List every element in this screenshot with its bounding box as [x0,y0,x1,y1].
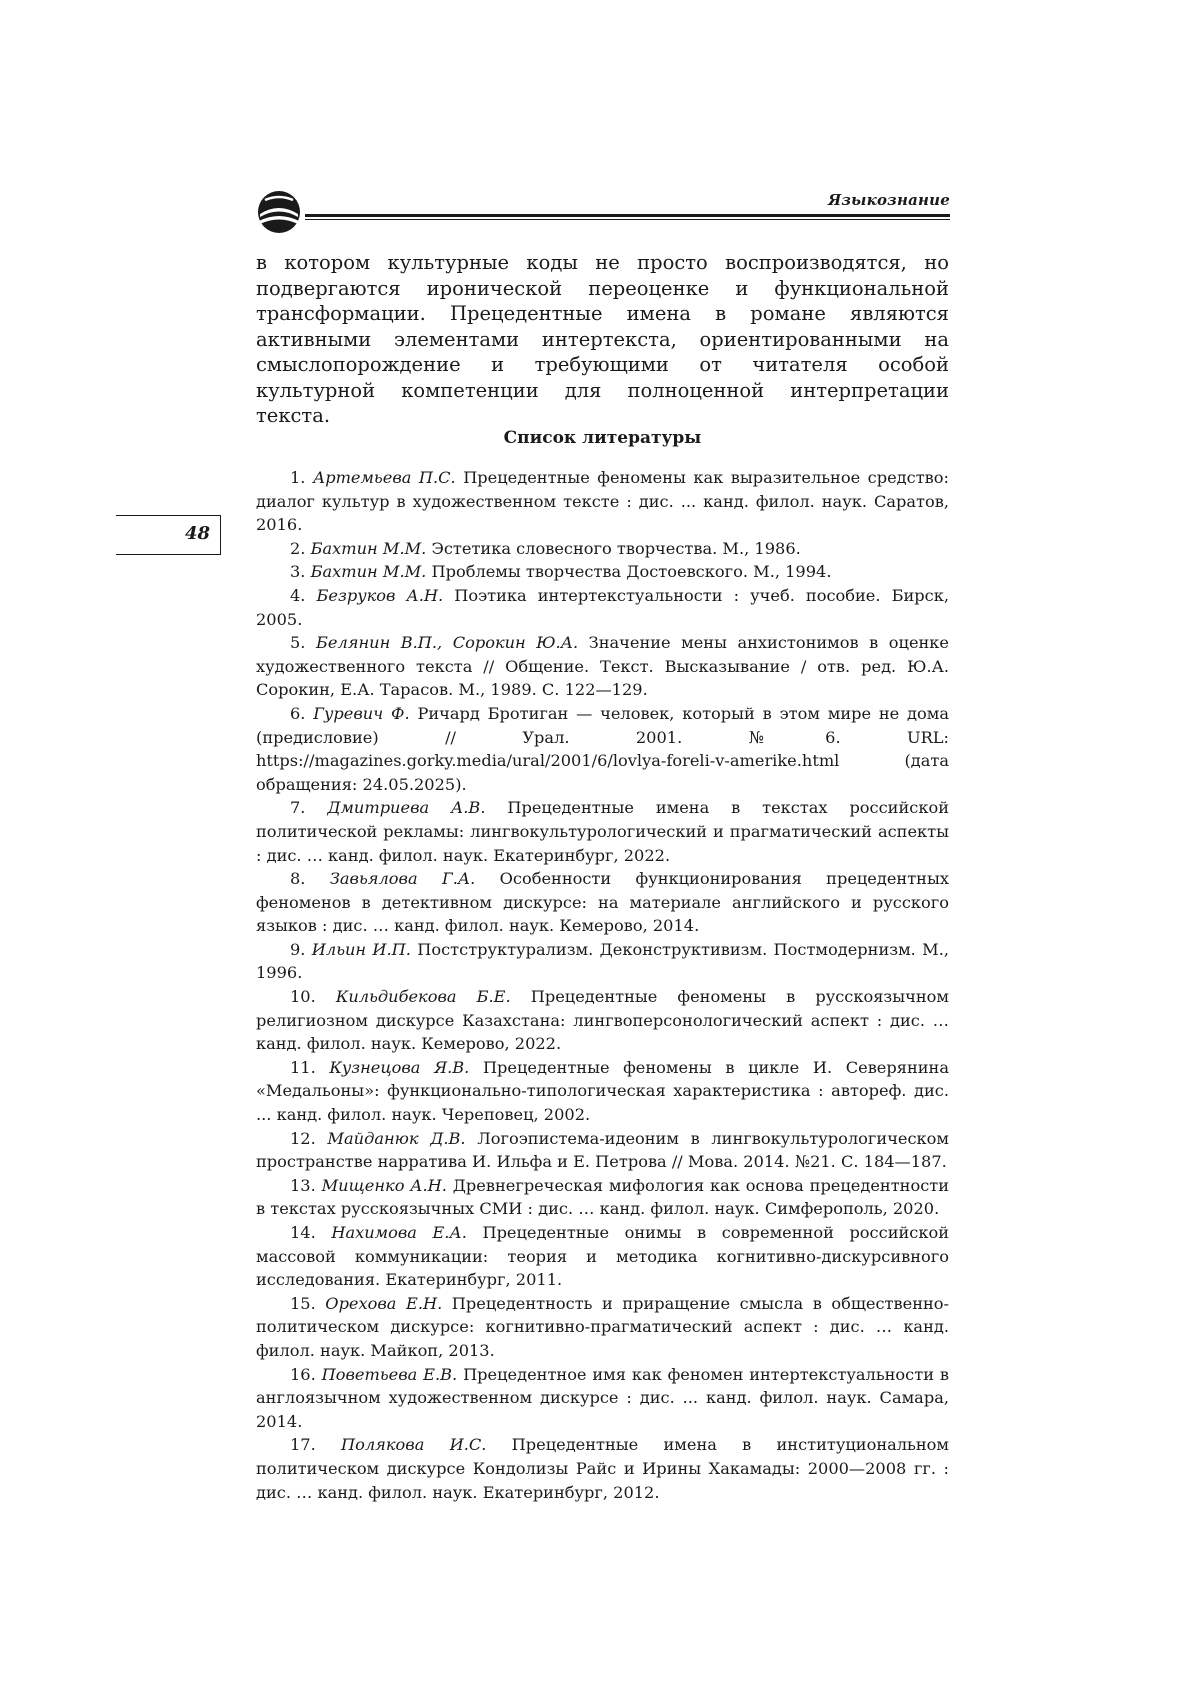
journal-logo-icon [255,188,303,236]
reference-item: 16. Поветьева Е.В. Прецедентное имя как феномен интертекстуальности в англоязычном художественном дискурсе : дис. ... канд. филол. наук. Самара, 2014. [256,1364,949,1431]
reference-item: 2. Бахтин М.М. Эстетика словесного творчества. М., 1986. [290,538,801,558]
reference-item: 12. Майданюк Д.В. Логоэпистема-идеоним в лингвокультурологическом пространстве нарратива И. Ильфа и Е. Петрова // Мова. 2014. №21. С. 184—187. [256,1128,949,1172]
body-paragraph: в котором культурные коды не просто воспроизводятся, но подвергаются иронической переоценке и функциональной трансформации. Прецедентные имена в романе являются активными элементами интертекста, ориентированными на смыслопорождение и требующими от читателя особой культурной компетенции для полноценной интерпретации текста. [256,251,949,427]
reference-item: 8. Завьялова Г.А. Особенности функционирования прецедентных феноменов в детективном дискурсе: на материале английского и русского языков : дис. … канд. филол. наук. Кемерово, 2014. [256,869,949,936]
references-heading: Список литературы [503,428,702,448]
reference-item: 6. Гуревич Ф. Ричард Бротиган — человек, который в этом мире не дома (предисловие) // Урал. 2001. №6. URL: https://magazines.gorky.media/ural/2001/6/lovlya-foreli-v-amerike.html (дата обращения: 24.05.2025). [256,703,950,794]
reference-item: 15. Орехова Е.Н. Прецедентность и приращение смысла в общественно-политическом дискурсе: когнитивно-прагматический аспект : дис. … канд. филол. наук. Майкоп, 2013. [256,1293,950,1360]
reference-item: 1. Артемьева П.С. Прецедентные феномены как выразительное средство: диалог культур в художественном тексте : дис. ... канд. филол. наук. Саратов, 2016. [256,468,949,535]
reference-item: 5. Белянин В.П., Сорокин Ю.А. Значение мены анхистонимов в оценке художественного текста // Общение. Текст. Высказывание / отв. ред. Ю.А. Сорокин, Е.А. Тарасов. М., 1989. С. 122—129. [256,633,950,700]
page-number: 48 [184,523,210,544]
reference-item: 7. Дмитриева А.В. Прецедентные имена в текстах российской политической рекламы: лингвокультурологический и прагматический аспекты : дис. … канд. филол. наук. Екатеринбург, 2022. [256,798,949,865]
page-number-box [116,515,221,555]
running-header [255,188,950,238]
references-list [256,466,949,1504]
reference-item: 9. Ильин И.П. Постструктурализм. Деконструктивизм. Постмодернизм. М., 1996. [256,939,949,983]
reference-item: 11. Кузнецова Я.В. Прецедентные феномены в цикле И. Северянина «Медальоны»: функционально-типологическая характеристика : автореф. дис. ... канд. филол. наук. Череповец, 2002. [256,1057,949,1125]
reference-item: 4. Безруков А.Н. Поэтика интертекстуальности : учеб. пособие. Бирск, 2005. [256,585,949,629]
reference-item: 14. Нахимова Е.А. Прецедентные онимы в современной российской массовой коммуникации: теория и методика когнитивно-дискурсивного исследования. Екатеринбург, 2011. [256,1223,949,1290]
header-rule-thin [305,219,950,220]
reference-item: 13. Мищенко А.Н. Древнегреческая мифология как основа прецедентности в текстах русскоязычных СМИ : дис. … канд. филол. наук. Симферополь, 2020. [256,1175,950,1219]
section-title: Языкознание [827,191,950,209]
header-rule-thick [305,214,950,217]
reference-item: 3. Бахтин М.М. Проблемы творчества Достоевского. М., 1994. [290,562,832,582]
reference-item: 10. Кильдибекова Б.Е. Прецедентные феномены в русскоязычном религиозном дискурсе Казахстана: лингвоперсонологический аспект : дис. … канд. филол. наук. Кемерово, 2022. [256,987,949,1054]
reference-item: 17. Полякова И.С. Прецедентные имена в институциональном политическом дискурсе Кондолизы Райс и Ирины Хакамады: 2000—2008 гг. : дис. … канд. филол. наук. Екатеринбург, 2012. [256,1435,949,1502]
